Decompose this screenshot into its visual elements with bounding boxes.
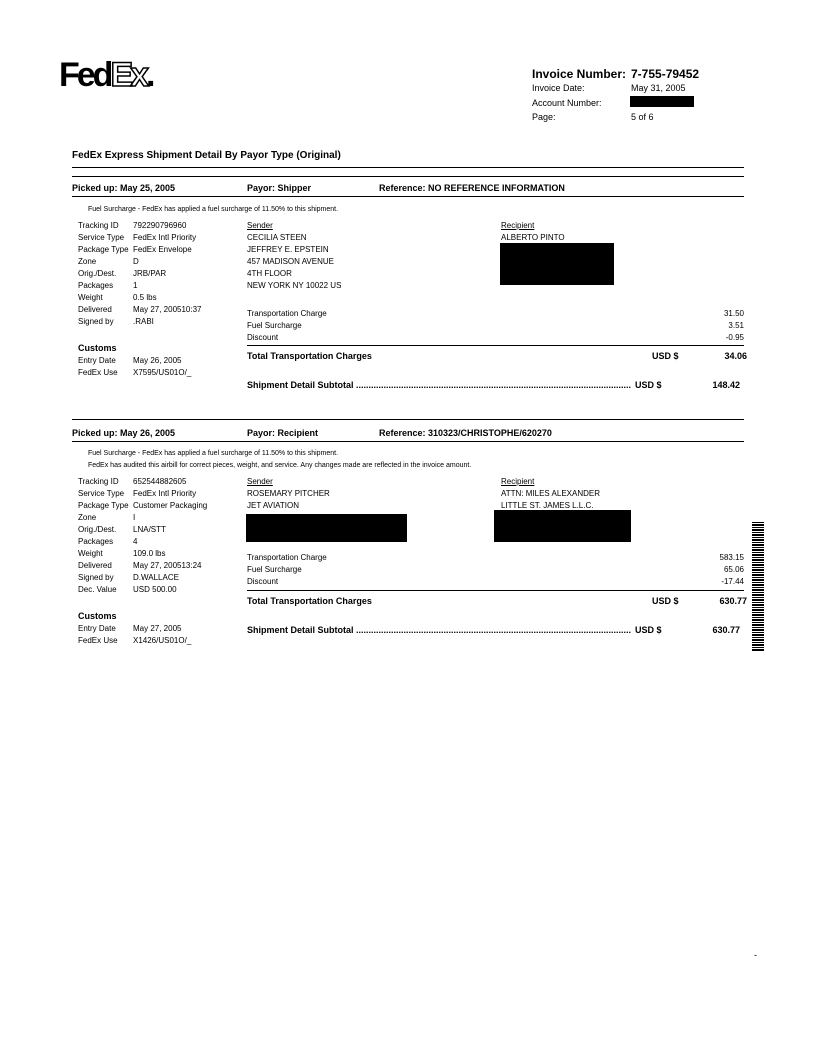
detail-label: Tracking ID [78,221,119,230]
total-transportation-label: Total Transportation Charges [247,596,372,606]
recipient-line: ALBERTO PINTO [501,233,565,242]
orig-dest: LNA/STT [133,525,166,534]
charge-amount: 583.15 [719,553,744,562]
sender-line: ROSEMARY PITCHER [247,489,330,498]
logo-dot: . [146,56,156,94]
weight: 0.5 lbs [133,293,157,302]
detail-label: Orig./Dest. [78,269,117,278]
detail-label: Dec. Value [78,585,117,594]
shipment-2-picked-up: Picked up: May 26, 2005 [72,428,176,438]
entry-date: May 26, 2005 [133,356,182,365]
subtotal-label: Shipment Detail Subtotal .............................................................................................................. [247,625,632,635]
total-transportation-label: Total Transportation Charges [247,351,372,361]
detail-label: Zone [78,513,97,522]
total-transportation-amount: 630.77 [719,596,747,606]
sender-heading: Sender [247,477,273,486]
fedex-use: X7595/US01O/_ [133,368,192,377]
recipient-address-redaction [500,243,614,285]
detail-label: Package Type [78,245,129,254]
charge-label: Fuel Surcharge [247,321,302,330]
detail-label: Service Type [78,233,125,242]
total-currency: USD $ [652,351,679,361]
subtotal-currency: USD $ [635,380,662,390]
sender-line: JEFFREY E. EPSTEIN [247,245,329,254]
shipment-2-top-rule [72,419,744,420]
charge-amount: -17.44 [721,577,744,586]
fedex-logo [59,58,156,92]
recipient-line: ATTN: MILES ALEXANDER [501,489,600,498]
detail-label: Weight [78,293,103,302]
delivered: May 27, 200510:37 [133,305,202,314]
service-type: FedEx Intl Priority [133,233,197,242]
tracking-id: 792290796960 [133,221,187,230]
detail-label: Orig./Dest. [78,525,117,534]
shipment-1-picked-up: Picked up: May 25, 2005 [72,183,176,193]
signed-by: .RABI [133,317,154,326]
charge-amount: -0.95 [725,333,744,342]
sender-heading: Sender [247,221,273,230]
document-title: FedEx Express Shipment Detail By Payor Type (Original) [72,150,341,161]
sender-line: NEW YORK NY 10022 US [247,281,342,290]
packages: 1 [133,281,138,290]
charges-rule [247,345,744,346]
detail-label: Tracking ID [78,477,119,486]
charge-label: Transportation Charge [247,309,327,318]
subtotal-amount: 148.42 [712,380,740,390]
account-number-label: Account Number: [532,98,602,108]
detail-label: Package Type [78,501,129,510]
detail-label: Zone [78,257,97,266]
package-type: Customer Packaging [133,501,208,510]
service-type: FedEx Intl Priority [133,489,197,498]
detail-label: Delivered [78,561,112,570]
packages: 4 [133,537,138,546]
shipment-1-note: Fuel Surcharge - FedEx has applied a fuel surcharge of 11.50% to this shipment. [88,206,339,213]
logo-ex-text: Ex [110,56,147,94]
recipient-heading: Recipient [501,221,535,230]
total-currency: USD $ [652,596,679,606]
charge-amount: 31.50 [723,309,744,318]
recipient-address-redaction [494,510,631,542]
invoice-date-label: Invoice Date: [532,83,585,93]
detail-label: Packages [78,537,114,546]
shipment-2-header-rule [72,441,744,442]
shipment-2-note: FedEx has audited this airbill for correct pieces, weight, and service. Any changes made are reflected in the invoice amount. [88,462,472,469]
recipient-line: LITTLE ST. JAMES L.L.C. [501,501,594,510]
total-transportation-amount: 34.06 [724,351,747,361]
fedex-use: X1426/US01O/_ [133,636,192,645]
declared-value: USD 500.00 [133,585,177,594]
charge-label: Transportation Charge [247,553,327,562]
page-number: 5 of 6 [631,112,654,122]
detail-label: Packages [78,281,114,290]
package-type: FedEx Envelope [133,245,192,254]
tracking-id: 652544882605 [133,477,187,486]
charge-amount: 65.06 [723,565,744,574]
customs-heading: Customs [78,611,117,621]
logo-fed-text: Fed [59,56,111,94]
entry-date: May 27, 2005 [133,624,182,633]
sender-address-redaction [246,514,407,542]
zone: D [133,257,139,266]
recipient-heading: Recipient [501,477,535,486]
shipment-1-reference: Reference: NO REFERENCE INFORMATION [379,183,565,193]
shipment-1-top-rule [72,176,744,177]
detail-label: Weight [78,549,103,558]
sender-line: JET AVIATION [247,501,300,510]
charge-label: Fuel Surcharge [247,565,302,574]
shipment-2-reference: Reference: 310323/CHRISTOPHE/620270 [379,428,552,438]
detail-label: Signed by [78,573,114,582]
weight: 109.0 lbs [133,549,166,558]
shipment-2-payor: Payor: Recipient [247,428,319,438]
page-label: Page: [532,112,556,122]
sender-line: 4TH FLOOR [247,269,292,278]
charge-label: Discount [247,577,279,586]
barcode-strip [752,522,764,652]
sender-line: 457 MADISON AVENUE [247,257,334,266]
account-number-redaction [630,96,694,107]
shipment-2-note: Fuel Surcharge - FedEx has applied a fuel surcharge of 11.50% to this shipment. [88,450,339,457]
charge-label: Discount [247,333,279,342]
subtotal-currency: USD $ [635,625,662,635]
charges-rule [247,590,744,591]
detail-label: Signed by [78,317,114,326]
title-divider [72,167,744,168]
zone: I [133,513,136,522]
detail-label: FedEx Use [78,636,118,645]
invoice-number-label: Invoice Number: [532,67,627,81]
shipment-1-header-rule [72,196,744,197]
subtotal-amount: 630.77 [712,625,740,635]
signed-by: D.WALLACE [133,573,179,582]
charge-amount: 3.51 [728,321,744,330]
detail-label: Entry Date [78,624,116,633]
delivered: May 27, 200513:24 [133,561,202,570]
invoice-date: May 31, 2005 [631,83,686,93]
detail-label: FedEx Use [78,368,118,377]
sender-line: CECILIA STEEN [247,233,307,242]
invoice-number: 7-755-79452 [631,67,700,81]
detail-label: Entry Date [78,356,116,365]
subtotal-label: Shipment Detail Subtotal .............................................................................................................. [247,380,632,390]
footer-mark: - [754,950,757,960]
customs-heading: Customs [78,343,117,353]
orig-dest: JRB/PAR [133,269,167,278]
detail-label: Service Type [78,489,125,498]
detail-label: Delivered [78,305,112,314]
shipment-1-payor: Payor: Shipper [247,183,312,193]
